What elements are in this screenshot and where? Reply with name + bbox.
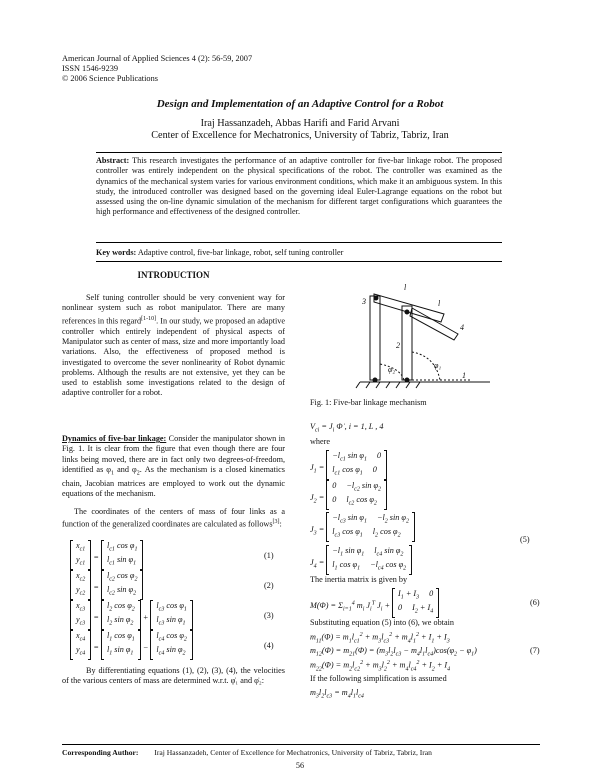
dynamics-text-b: and φ xyxy=(114,464,137,474)
label-l1: l xyxy=(404,283,407,292)
journal-line: American Journal of Applied Sciences 4 (2): 56-59, 2007 xyxy=(62,54,253,63)
paper-title: Design and Implementation of an Adaptive Control for a Robot xyxy=(156,98,444,110)
five-bar-linkage-figure xyxy=(340,272,500,392)
equation-1: $x_{c1}$ $y_{c1}$ = $l_{c1}$ $\cos \varphi_1$ $l_{c1}$ $\sin \varphi_1$ xyxy=(70,540,143,572)
coordinates-paragraph: The coordinates of the centers of mass of four links as a function of the generalized coordinates are calculated as follows[3]: xyxy=(62,507,285,530)
affiliation: Center of Excellence for Mechatronics, University of Tabriz, Tabriz, Iran xyxy=(151,130,449,141)
m11-equation: $m_{11}(\Phi) = m_1l_{c1}^2 + m_3l_{c3}^2 + m_4l_1^2 + I_1 + I_3$ xyxy=(310,632,450,645)
authors: Iraj Hassanzadeh, Abbas Harifi and Farid Arvani xyxy=(200,118,400,129)
label-phi1: φ₁ xyxy=(434,361,442,370)
keywords-label: Key words: xyxy=(96,248,137,257)
corresponding-label: Corresponding Author: xyxy=(62,748,139,757)
intro-paragraph xyxy=(62,293,285,399)
keywords xyxy=(96,248,343,257)
m12-equation: $m_{12}(\Phi) = m_{21}(\Phi) = (m_3l_2l_{c3} - m_4l_1l_{c4})\cos(\varphi_2 - \varphi_1)$ xyxy=(310,646,477,658)
figure-caption: Fig. 1: Five-bar linkage mechanism xyxy=(310,398,427,407)
equation-4: $x_{c4}$ $y_{c4}$ = $l_1$ $\cos \varphi_1$ $l_1$ $\sin \varphi_1$ − $l_{c4}$ $\cos \varphi_2$ $l_{c4}$ $\sin \varphi_2$ xyxy=(70,630,193,662)
intro-text-a: Self tuning controller should be very convenient way for nonlinear system such as robot manipulator. There are many references in this regard xyxy=(62,293,285,326)
authors-block xyxy=(0,118,600,142)
abstract xyxy=(96,156,502,218)
where-text: where xyxy=(310,437,331,446)
eq-number-7: (7) xyxy=(530,646,540,655)
link-3 xyxy=(370,296,380,380)
coordinates-text: The coordinates of the centers of mass of four links as a function of the generalized coordinates are calculated as follows xyxy=(62,507,285,530)
link-1 xyxy=(374,294,444,322)
eq-number-5: (5) xyxy=(520,535,530,544)
issn-line: ISSN 1546-9239 xyxy=(62,64,119,73)
label-phi2: φ₂ xyxy=(388,365,396,374)
jacobian-j4: $J_4$ = $-l_1$ $\sin \varphi_1$ $l_{c4}$ $\sin \varphi_2$ $l_1$ $\cos \varphi_1$ $-l_{c4}$ $\cos \varphi_2$ xyxy=(310,545,412,580)
m22-equation: $m_{22}(\Phi) = m_2l_{c2}^2 + m_3l_2^2 + m_4l_{c4}^2 + I_2 + I_4$ xyxy=(310,660,451,673)
simplification-text: If the following simplification is assumed xyxy=(310,674,447,683)
page-number: 56 xyxy=(295,761,305,770)
keywords-text: Adaptive control, five-bar linkage, robot, self tuning controller xyxy=(137,248,344,257)
eq-number-4: (4) xyxy=(264,641,274,650)
substituting-text: Substituting equation (5) into (6), we obtain xyxy=(310,618,454,627)
dynamics-text-c: . As the mechanism is a closed kinematics chain, Jacobian matrices are employed to work out the dynamic equations of the mechanism. xyxy=(62,464,285,499)
abstract-top-rule xyxy=(96,152,502,153)
equation-2: $x_{c2}$ $y_{c2}$ = $l_{c2}$ $\cos \varphi_2$ $l_{c2}$ $\sin \varphi_2$ xyxy=(70,570,143,602)
eq-number-6: (6) xyxy=(530,598,540,607)
intro-heading: INTRODUCTION xyxy=(137,270,210,280)
abstract-label: Abstract: xyxy=(96,156,130,165)
eq-number-3: (3) xyxy=(264,611,274,620)
jacobian-j2: $J_2$ = 0 $-l_{c2}$ $\sin \varphi_2$ 0 $l_{c2}$ $\cos \varphi_2$ xyxy=(310,480,387,515)
label-4: 4 xyxy=(460,323,464,332)
copyright-line: © 2006 Science Publications xyxy=(62,74,158,83)
inertia-equation: $M(\Phi) = \Sigma_{i=1}^4$ $m_i$ $J_i^T$ $J_i$ + $I_1 + I_3$ 0 0 $I_2 + I_4$ xyxy=(310,588,439,623)
intro-text-b: . In our study, we proposed an adaptive controller which entirely independent of physical aspects of Manipulator such as center of mass, size and more importantly load variations. Also, the effectiveness of proposed method is investigated to overcome the sever nonlinearity of Robot dynamic problems. Although the results are not extensive, yet they can be used to establish some investigations related to the design of adaptive controller for a robot. xyxy=(62,316,285,398)
link-4 xyxy=(410,308,458,340)
corresponding-author xyxy=(62,748,432,757)
differentiating-paragraph: By differentiating equations (1), (2), (3), (4), the velocities of the various centers of mass are determined w.r.t. φ̇₁ and φ̇₂: xyxy=(62,666,285,686)
label-1: 1 xyxy=(462,371,466,380)
dynamics-text-a: Consider the manipulator shown in Fig. 1. It is clear from the figure that even though there are four links being moved, there are in fact only two degrees-of-freedom, identified as φ xyxy=(62,434,285,474)
label-3: 3 xyxy=(362,297,366,306)
keywords-rule xyxy=(96,261,502,262)
inertia-text: The inertia matrix is given by xyxy=(310,575,408,584)
intro-ref: [1-10] xyxy=(141,315,157,322)
eq-number-1: (1) xyxy=(264,551,274,560)
footer-rule xyxy=(62,744,540,745)
link-2 xyxy=(402,306,412,380)
abstract-bottom-rule xyxy=(96,242,502,243)
abstract-text: This research investigates the performance of an adaptive controller for five-bar linkage robot. The proposed controller was entirely independent on the physical specifications of the robot. The controller was examined as the dynamics of the mechanical system varies for various environment conditions, which make it an ambiguous system. In this study, the introduced controller was designed based on the governing ideal Euler-Lagrange equations on the robot but assessed using the on-line dynamic simulation of the mechanism for different target configurations which guarantees the high performance and effectiveness of the designed controller. xyxy=(96,156,502,217)
dynamics-heading: Dynamics of five-bar linkage: xyxy=(62,434,167,443)
jacobian-j3: $J_3$ = $-l_{c3}$ $\sin \varphi_1$ $-l_2$ $\sin \varphi_2$ $l_{c3}$ $\cos \varphi_1$ $l_2$ $\cos \varphi_2$ xyxy=(310,512,415,547)
dynamics-paragraph: Dynamics of five-bar linkage: Consider the manipulator shown in Fig. 1. It is clear from the figure that even though there are four links being moved, there are in fact only two degrees-of-freedom, identified as $\varphi_1$ and $\varphi_2$. As the mechanism is a closed kinematics chain, Jacobian matrices are employed to work out the dynamic equations of the mechanism. xyxy=(62,434,285,499)
eq-number-2: (2) xyxy=(264,581,274,590)
velocity-equation: $V_{ci} = J_i$ Φ̇ , i = 1, L , 4 xyxy=(310,422,384,434)
corresponding-text: Iraj Hassanzadeh, Center of Excellence for Mechatronics, University of Tabriz, Tabriz, Iran xyxy=(154,748,432,757)
coordinates-ref: [3] xyxy=(272,519,280,526)
equation-3: $x_{c3}$ $y_{c3}$ = $l_2$ $\cos \varphi_2$ $l_2$ $\sin \varphi_2$ + $l_{c3}$ $\cos \varphi_1$ $l_{c3}$ $\sin \varphi_1$ xyxy=(70,600,193,632)
jacobian-j1: $J_1$ = $-l_{c1}$ $\sin \varphi_1$ 0 $l_{c1}$ $\cos \varphi_1$ 0 xyxy=(310,450,387,485)
label-l2: l xyxy=(438,299,441,308)
label-2: 2 xyxy=(396,341,400,350)
simplification-equation: $m_3l_2l_{c3} = m_4l_1l_{c4}$ xyxy=(310,688,364,700)
